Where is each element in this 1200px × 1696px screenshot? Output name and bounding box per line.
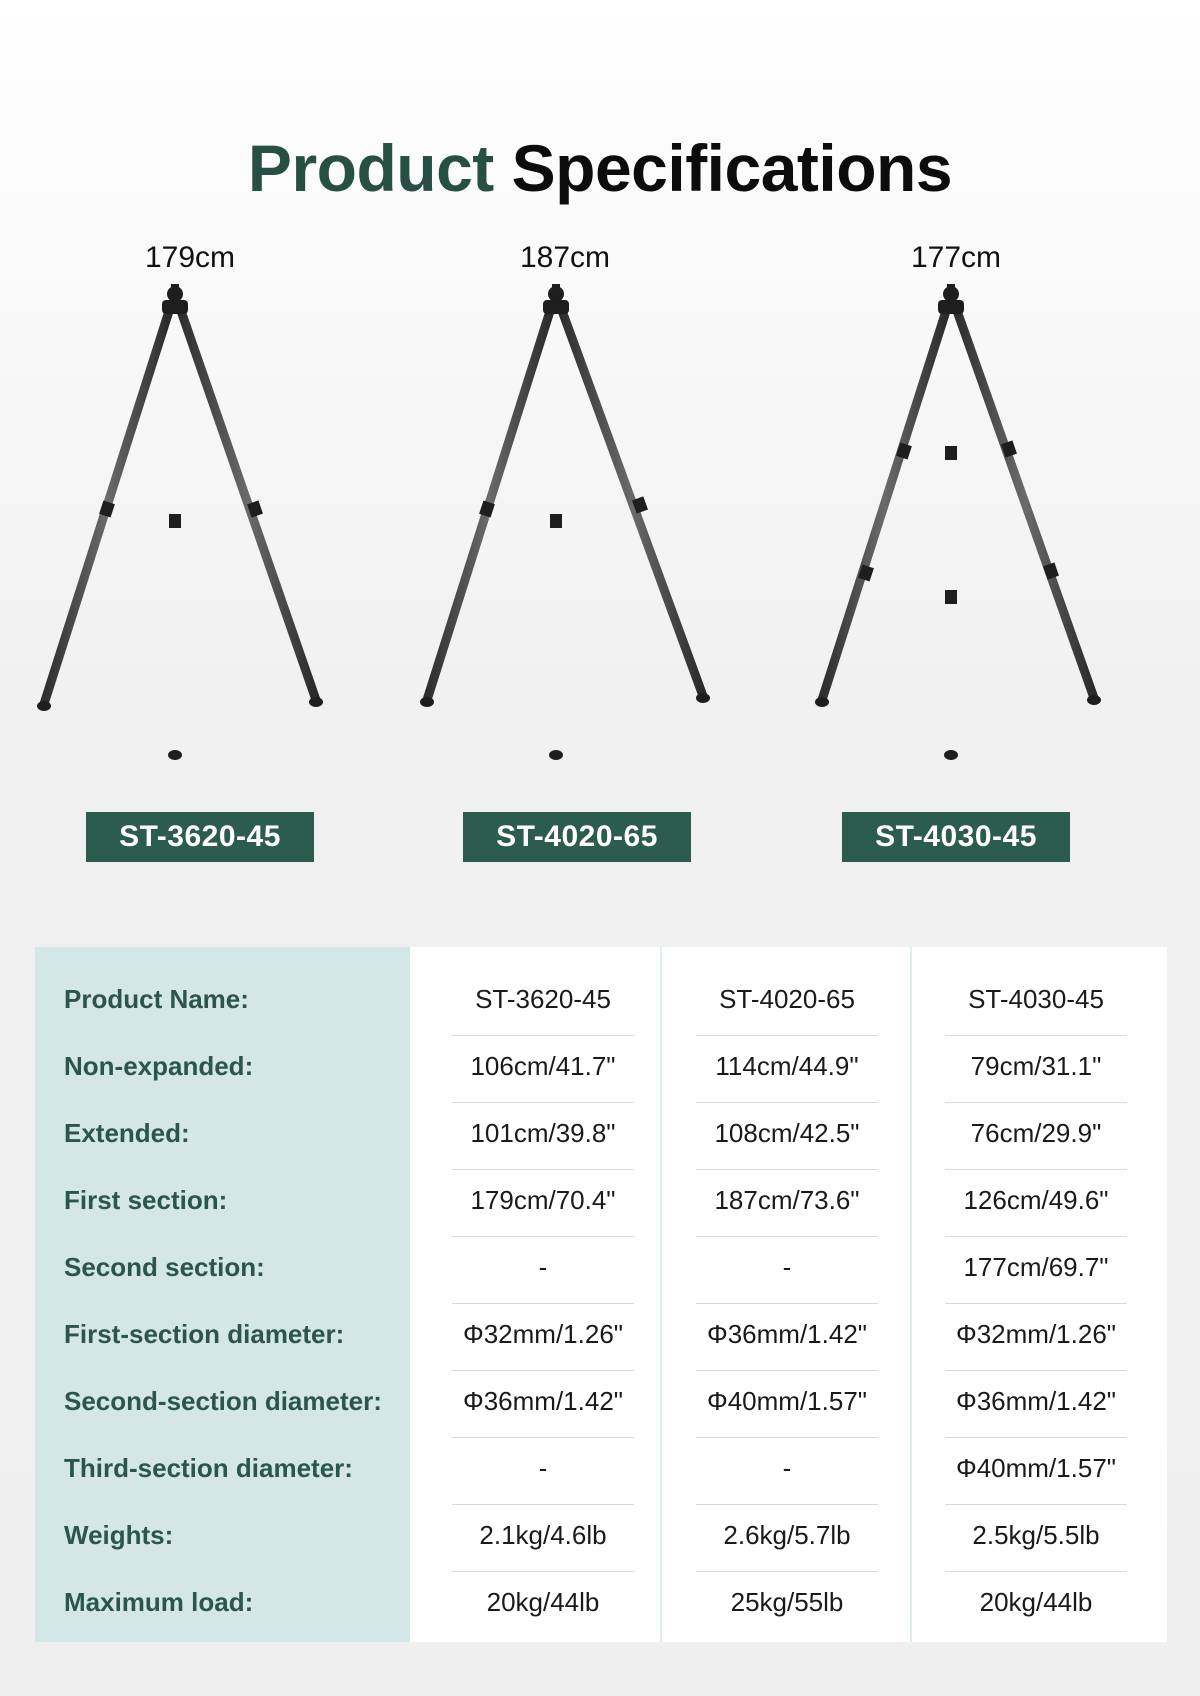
- spec-row-label: Third-section diameter:: [64, 1453, 353, 1483]
- spec-cell-product-1: 106cm/41.7": [470, 1051, 616, 1081]
- page-title: [0, 132, 1200, 204]
- row-separator: [452, 1169, 634, 1170]
- spec-cell-product-3: Φ40mm/1.57": [955, 1453, 1117, 1483]
- row-separator: [452, 1370, 634, 1371]
- spec-cell-product-2: 187cm/73.6": [714, 1185, 860, 1215]
- product-2-model-tag: ST-4020-65: [463, 812, 691, 862]
- row-separator: [452, 1035, 634, 1036]
- spec-cell-product-2: -: [782, 1453, 792, 1483]
- spec-cell-product-3: ST-4030-45: [968, 984, 1104, 1014]
- tripod-2-image: [415, 284, 715, 764]
- row-separator: [696, 1035, 878, 1036]
- product-3-height: 177cm: [910, 241, 1002, 274]
- row-separator: [696, 1102, 878, 1103]
- tripod-3-image: [808, 284, 1108, 764]
- spec-row-label: Maximum load:: [64, 1587, 254, 1617]
- row-separator: [696, 1236, 878, 1237]
- spec-cell-product-3: 126cm/49.6": [963, 1185, 1109, 1215]
- product-1-model-tag: ST-3620-45: [86, 812, 314, 862]
- title-word-specifications: Specifications: [511, 131, 953, 206]
- spec-row-label: Extended:: [64, 1118, 190, 1148]
- spec-row-label: Second-section diameter:: [64, 1386, 382, 1416]
- spec-cell-product-1: Φ32mm/1.26": [462, 1319, 624, 1349]
- spec-cell-product-3: Φ32mm/1.26": [955, 1319, 1117, 1349]
- row-separator: [696, 1169, 878, 1170]
- spec-cell-product-1: -: [538, 1453, 548, 1483]
- row-separator: [452, 1236, 634, 1237]
- row-separator: [452, 1102, 634, 1103]
- spec-cell-product-2: 108cm/42.5": [714, 1118, 860, 1148]
- row-separator: [696, 1504, 878, 1505]
- spec-cell-product-2: 25kg/55lb: [730, 1587, 844, 1617]
- spec-row-label: First section:: [64, 1185, 228, 1215]
- spec-cell-product-3: 20kg/44lb: [979, 1587, 1093, 1617]
- row-separator: [452, 1303, 634, 1304]
- product-1-height: 179cm: [144, 241, 236, 274]
- spec-cell-product-1: 20kg/44lb: [486, 1587, 600, 1617]
- spec-cell-product-2: 2.6kg/5.7lb: [723, 1520, 851, 1550]
- spec-table: [35, 947, 1167, 1642]
- row-separator: [945, 1035, 1127, 1036]
- spec-cell-product-2: -: [782, 1252, 792, 1282]
- row-separator: [452, 1504, 634, 1505]
- spec-cell-product-1: ST-3620-45: [475, 984, 611, 1014]
- spec-cell-product-3: 79cm/31.1": [970, 1051, 1102, 1081]
- spec-cell-product-1: -: [538, 1252, 548, 1282]
- row-separator: [945, 1236, 1127, 1237]
- row-separator: [452, 1571, 634, 1572]
- row-separator: [945, 1102, 1127, 1103]
- spec-cell-product-3: Φ36mm/1.42": [955, 1386, 1117, 1416]
- column-divider: [910, 947, 912, 1642]
- spec-cell-product-1: 2.1kg/4.6lb: [479, 1520, 607, 1550]
- spec-cell-product-3: 177cm/69.7": [963, 1252, 1109, 1282]
- spec-row-label: First-section diameter:: [64, 1319, 345, 1349]
- product-3-model-tag: ST-4030-45: [842, 812, 1070, 862]
- spec-cell-product-2: 114cm/44.9": [715, 1051, 859, 1081]
- row-separator: [452, 1437, 634, 1438]
- spec-cell-product-1: 101cm/39.8": [470, 1118, 616, 1148]
- spec-cell-product-2: Φ36mm/1.42": [706, 1319, 868, 1349]
- row-separator: [945, 1571, 1127, 1572]
- row-separator: [696, 1571, 878, 1572]
- spec-row-label: Product Name:: [64, 984, 249, 1014]
- row-separator: [945, 1504, 1127, 1505]
- spec-row-label: Second section:: [64, 1252, 265, 1282]
- spec-row-label: Non-expanded:: [64, 1051, 254, 1081]
- row-separator: [945, 1169, 1127, 1170]
- spec-cell-product-2: ST-4020-65: [719, 984, 855, 1014]
- spec-cell-product-2: Φ40mm/1.57": [706, 1386, 868, 1416]
- title-word-product: Product: [247, 131, 494, 206]
- spec-cell-product-1: Φ36mm/1.42": [462, 1386, 624, 1416]
- row-separator: [696, 1370, 878, 1371]
- spec-cell-product-1: 179cm/70.4": [470, 1185, 616, 1215]
- row-separator: [945, 1370, 1127, 1371]
- row-separator: [696, 1303, 878, 1304]
- tripod-1-image: [30, 284, 330, 764]
- row-separator: [945, 1303, 1127, 1304]
- spec-row-label: Weights:: [64, 1520, 174, 1550]
- row-separator: [696, 1437, 878, 1438]
- spec-cell-product-3: 2.5kg/5.5lb: [972, 1520, 1100, 1550]
- spec-cell-product-3: 76cm/29.9": [970, 1118, 1102, 1148]
- row-separator: [945, 1437, 1127, 1438]
- product-2-height: 187cm: [519, 241, 611, 274]
